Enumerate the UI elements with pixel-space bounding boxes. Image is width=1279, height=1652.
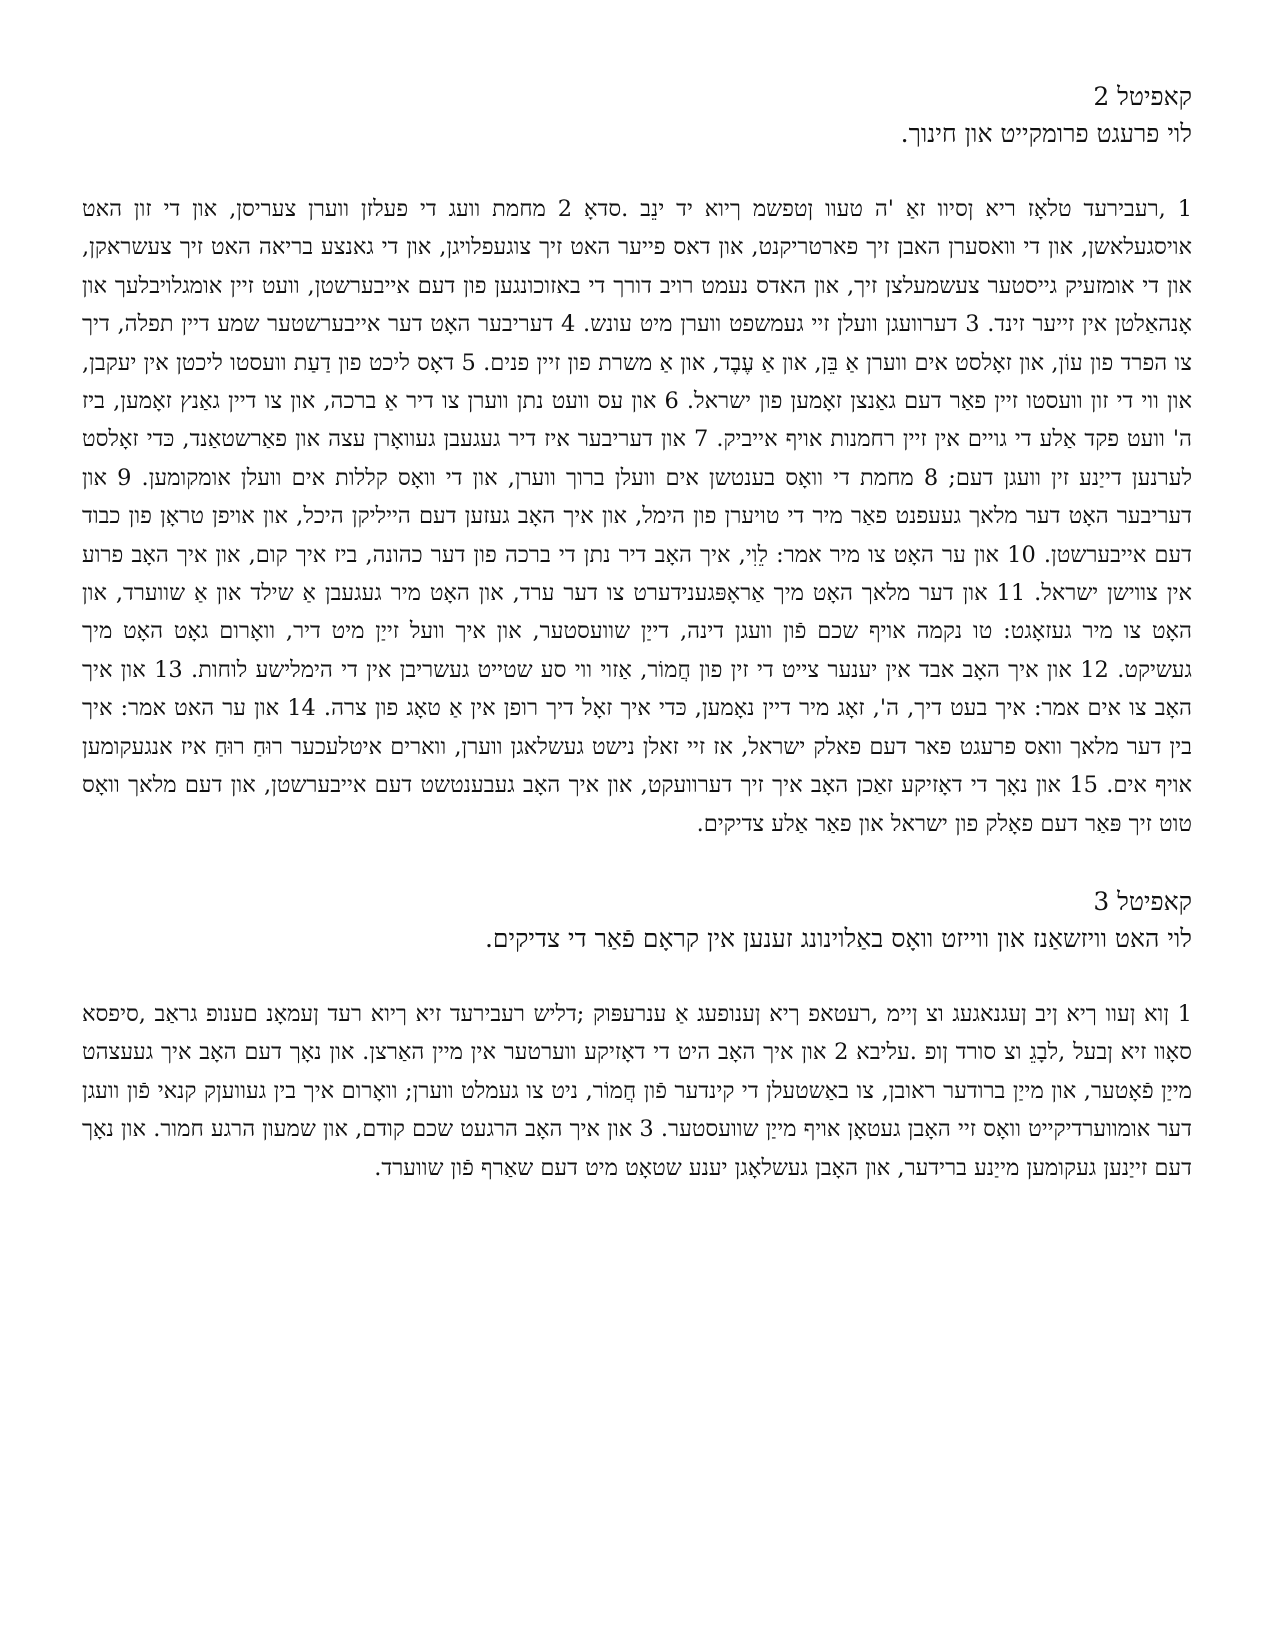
chapter-subtitle: לוי האט וויזשאַנז און ווייזט וואָס באַלוינונג זענען אין קראָם פֿאַר די צדיקים. (484, 923, 1192, 953)
chapter-title: קאפיטל 3 (1093, 886, 1192, 916)
chapter-body-text: 1 ןוא ןעוו ךיא ןיב ןעגנאגעג וצ ןיימ ,רעטאפ ךיא ןענופעג אַ ענרעפּוק ;דליש רעבירעד זיא ךיוא רעד ןעמאָנ םענופ גראַב ,סיפסא סאָוו זיא ןבעל ,לבָגֵ וצ סורד ןופ .עליבא 2 און איך האָב היט די דאָזיקע ווערטער אין מיין האַרצן. און נאָך דעם האָב איך געעצהט מייַן פֿאָטער, און מייַן ברודער ראובן, צו באַשטעלן די קינדער פֿון חֲמוֹר, ניט צו געמלט ווערן; וואָרום איך בין געוועןק קנאי פֿון וועגן דער אומווערדיקייט וואָס זיי האָבן געטאָן אויף מייַן שוועסטער. 3 און איך האָב הרגעט שכם קודם, און שמעון הרגע חמור. און נאָך דעם זייַנען געקומען מייַנע ברידער, און האָבן געשלאָגן יענע שטאָט מיט דעם שאַרף פֿון שווערד. (82, 1000, 1192, 1181)
document-page (82, 78, 1192, 1227)
chapter-3 (82, 883, 1192, 1187)
chapter-title: קאפיטל 2 (1093, 82, 1192, 111)
chapter-2 (82, 78, 1192, 843)
chapter-subtitle: לוי פרעגט פרומקייט און חינוך. (900, 119, 1192, 148)
chapter-body-text: 1 ,רעבירעד טלאָז ריא ןסיוו זאַ 'ה טעוו ןטפשמ ךיוא יד ינֵב .סדאָ 2 מחמת וועג די פעלזן ווערן צעריסן, און די זון האט אויסגעלאשן, און די וואסערן האבן זיך פארטריקנט, און דאס פייער האט זיך צוגעפלויגן, און די גאנצע בריאה האט זיך צעשראקן, און די אומזעיק גייסטער צעשמעלצן זיך, און האדס נעמט רויב דורך די באזוכונגען פון דעם אייבערשטן, וועט זיין אומגלויבלעך און אָנהאַלטן אין זייער זינד. 3 דערוועגן וועלן זיי געמשפט ווערן מיט עונש. 4 דעריבער האָט דער אייבערשטער שמע דיין תפלה, דיך צו הפרד פון עוֹן, און זאָלסט אים ווערן אַ בֵּן, און אַ עֶבֶד, און אַ משרת פון זיין פנים. 5 דאָס ליכט פון דַעַת וועסטו ליכטן אין יעקבן, און ווי די זון וועסטו זיין פאַר דעם גאַנצן זאָמען פון ישראל. 6 און עס וועט נתן ווערן צו דיר אַ ברכה, און צו דיין גאַנץ זאָמען, ביז ה' וועט פקד אַלע די גויים אין זיין רחמנות אויף אייביק. 7 און דעריבער איז דיר געגעבן געוואָרן עצה און פאַרשטאַנד, כּדי זאָלסט לערנען דייַנע זין וועגן דעם; 8 מחמת די וואָס בענטשן אים וועלן ברוך ווערן, און די וואָס קללות אים וועלן אומקומען. 9 און דעריבער האָט דער מלאך געעפנט פאַר מיר די טויערן פון הימל, און איך האָב געזען דעם הייליקן היכל, און אויפן טראָן פון כבוד דעם אייבערשטן. 10 און ער האָט צו מיר אמר: לֵוִי, איך האָב דיר נתן די ברכה פון דער כהונה, ביז איך קום, און איך האָב פרוע אין צווישן ישראל. 11 און דער מלאך האָט מיך אַראָפּגענידערט צו דער ערד, און האָט מיר געגעבן אַ שילד און אַ שווערד, און האָט צו מיר געזאָגט: טו נקמה אויף שכם פֿון וועגן דינה, דייַן שוועסטער, און איך וועל זייַן מיט דיר, וואָרום גאָט האָט מיך געשיקט. 12 און איך האָב אבד אין יענער צייט די זין פון חֲמוֹר, אַזוי ווי סע שטייט געשריבן אין די הימלישע לוחות. 13 און איך האָב צו אים אמר: איך בעט דיך, ה', זאָג מיר דיין נאָמען, כּדי איך זאָל דיך רופן אין אַ טאָג פון צרה. 14 און ער האט אמר: איך בין דער מלאך וואס פרעגט פאר דעם פאלק ישראל, אז זיי זאלן נישט געשלאגן ווערן, ווארים איטלעכער רוּחַ רוּחַ איז אנגעקומען אויף אים. 15 און נאָך די דאָזיקע זאַכן האָב איך זיך דערוועקט, און איך האָב געבענטשט דעם אייבערשטן, און דעם מלאך וואָס טוט זיך פּאַר דעם פאָלק פון ישראל און פאַר אַלע צדיקים. (82, 196, 1193, 837)
